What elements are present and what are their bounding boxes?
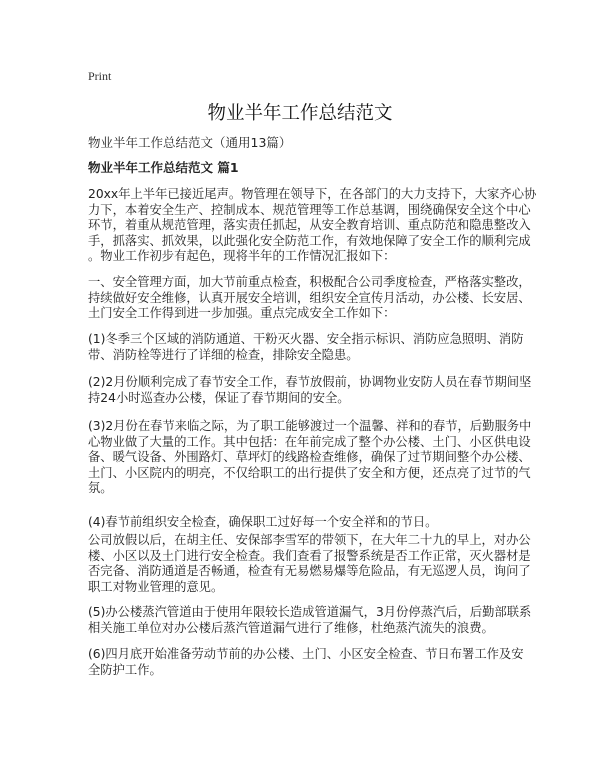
paragraph-line: (5)办公楼蒸汽管道由于使用年限较长造成管道漏气，3月份停蒸汽后，后勤部联系 xyxy=(88,605,532,619)
paragraph xyxy=(88,332,524,363)
paragraph xyxy=(88,515,437,531)
paragraph-line: 持续做好安全维修，认真开展安全培训，组织安全宣传月活动，办公楼、长安居、 xyxy=(88,290,531,305)
paragraph-line: 持24小时巡查办公楼，保证了春节期间的安全。 xyxy=(88,390,350,405)
paragraph-line: (2)2月份顺利完成了春节安全工作，春节放假前，协调物业安防人员在春节期间坚 xyxy=(88,375,532,389)
print-link[interactable]: Print xyxy=(88,69,112,83)
paragraph-line: 力下，本着安全生产、控制成本、规范管理等工作总基调，围绕确保安全这个中心 xyxy=(88,202,531,217)
paragraph-line: 全防护工作。 xyxy=(88,662,162,677)
paragraph xyxy=(88,187,536,265)
paragraph xyxy=(88,419,531,497)
paragraph-line: 心物业做了大量的工作。其中包括：在年前完成了整个办公楼、土门、小区供电设 xyxy=(88,434,531,449)
paragraph xyxy=(88,647,524,678)
paragraph xyxy=(88,605,531,636)
paragraph-line: (4)春节前组织安全检查，确保职工过好每一个安全祥和的节日。 xyxy=(88,515,438,529)
paragraph xyxy=(88,375,531,406)
paragraph-line: (1)冬季三个区域的消防通道、干粉灭火器、安全指示标识、消防应急照明、消防 xyxy=(88,332,524,346)
paragraph-line: 公司放假以后，在胡主任、安保部李雪军的带领下，在大年二十九的早上，对办公 xyxy=(88,533,531,547)
paragraph-line: 一、安全管理方面，加大节前重点检查，积极配合公司季度检查，严格落实整改， xyxy=(88,275,531,289)
paragraph xyxy=(88,533,531,595)
paragraph-line: 氛。 xyxy=(88,481,113,495)
paragraph-line: 手，抓落实、抓效果，以此强化安全防范工作，有效地保障了安全工作的顺利完成 xyxy=(88,233,531,248)
document-title: 物业半年工作总结范文 xyxy=(207,103,393,124)
paragraph-line: 楼、小区以及土门进行安全检查。我们查看了报警系统是否工作正常，灭火器材是 xyxy=(88,548,531,563)
paragraph-line: 备、暖气设备、外围路灯、草坪灯的线路检查维修，确保了过节期间整个办公楼、 xyxy=(88,450,531,464)
paragraph-line: 20xx年上半年已接近尾声。物管理在领导下，在各部门的大力支持下，大家齐心协 xyxy=(88,187,537,201)
paragraph-line: 相关施工单位对办公楼后蒸汽管道漏气进行了维修，杜绝蒸汽流失的浪费。 xyxy=(88,620,494,635)
paragraph-line: (6)四月底开始准备劳动节前的办公楼、土门、小区安全检查、节日布署工作及安 xyxy=(88,647,524,661)
paragraph-line: (3)2月份在春节来临之际，为了职工能够渡过一个温馨、祥和的春节，后勤服务中 xyxy=(88,419,532,433)
paragraph-line: 环节，着重从规范管理，落实责任抓起，从安全教育培训、重点防范和隐患整改入 xyxy=(88,218,531,232)
paragraph-line: 土门安全工作得到进一步加强。重点完成安全工作如下： xyxy=(88,306,396,320)
section-heading: 物业半年工作总结范文 篇1 xyxy=(88,160,239,175)
paragraph xyxy=(88,275,531,322)
paragraph-line: 带、消防栓等进行了详细的检查，排除安全隐患。 xyxy=(88,347,359,362)
document-subtitle: 物业半年工作总结范文（通用13篇） xyxy=(88,135,292,150)
paragraph-line: 。物业工作初步有起色，现将半年的工作情况汇报如下： xyxy=(88,249,396,263)
paragraph-line: 否完备、消防通道是否畅通，检查有无易燃易爆等危险品，有无巡逻人员，询问了 xyxy=(88,564,531,578)
paragraph-line: 土门、小区院内的明亮，不仅给职工的出行提供了安全和方便，还点亮了过节的气 xyxy=(88,465,531,480)
paragraph-line: 职工对物业管理的意见。 xyxy=(88,579,224,594)
